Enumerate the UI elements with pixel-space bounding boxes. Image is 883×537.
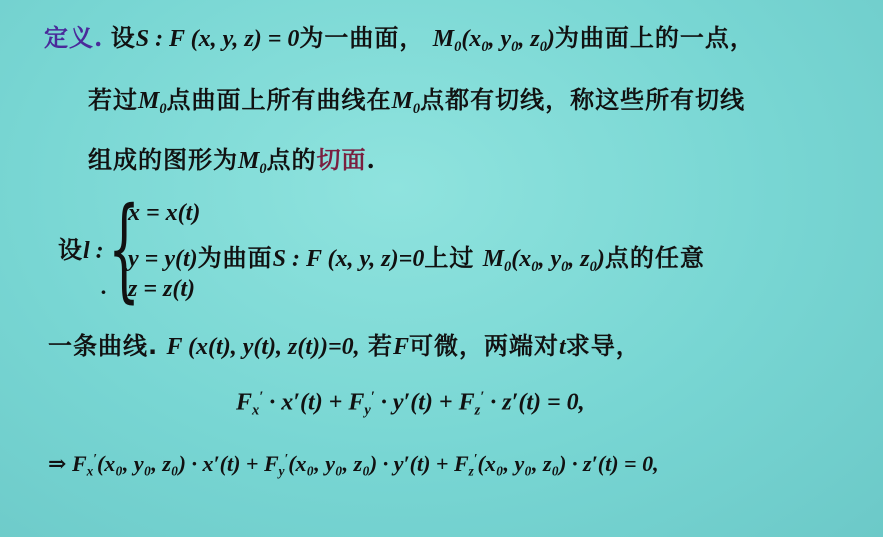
subscript: 0 <box>589 259 597 276</box>
math-symbol: ) <box>546 26 555 52</box>
left-brace: { <box>108 184 141 314</box>
math-symbol: F <box>393 334 410 360</box>
point-m0 <box>432 26 555 56</box>
text-segment: 点曲面上所有曲线在 <box>166 86 392 114</box>
superscript: ′ <box>473 451 478 466</box>
subscript: y <box>278 463 285 479</box>
superscript: ′ <box>370 389 375 405</box>
decorative-dot: · <box>100 280 107 304</box>
math-symbol: · y′(t) + <box>377 450 454 476</box>
math-symbol: t <box>559 334 566 360</box>
subscript: 0 <box>531 259 539 276</box>
superscript: ′ <box>93 451 97 466</box>
text-segment: 点的 <box>266 146 317 174</box>
point-coordinates: (x₀, y₀, z₀) <box>477 450 567 476</box>
subscript: 0 <box>159 101 167 118</box>
param-z: z = z(t) <box>128 276 196 302</box>
math-symbol: , y <box>488 26 512 52</box>
subscript: x <box>86 463 94 479</box>
math-symbol: F <box>458 389 475 416</box>
math-symbol: , z <box>568 246 590 272</box>
math-symbol: , y <box>538 246 562 272</box>
text-segment: 设 <box>110 24 136 52</box>
surface-equation: S : F (x, y, z) = 0 <box>135 26 300 52</box>
math-symbol: · x′(t) + <box>263 389 349 416</box>
definition-label: 定义 <box>44 24 94 52</box>
curve-prefix <box>58 238 104 263</box>
text-segment: . <box>366 145 375 174</box>
math-symbol: · x′(t) + <box>185 450 264 476</box>
math-symbol: F <box>71 450 87 476</box>
surface-equation: S : F (x, y, z)=0 <box>272 246 425 272</box>
subscript: 0 <box>561 259 569 276</box>
differentiation-line <box>48 334 641 359</box>
curve-name: l : <box>83 238 104 264</box>
math-symbol: (x <box>511 246 532 272</box>
math-symbol: F <box>263 450 279 476</box>
math-symbol: M <box>238 148 260 174</box>
superscript: ′ <box>259 389 264 405</box>
text-segment: 若 <box>368 332 394 360</box>
math-symbol: (x <box>461 26 482 52</box>
subscript: 0 <box>259 161 267 178</box>
param-y: y = y(t) <box>128 246 198 272</box>
subscript: 0 <box>504 259 512 276</box>
superscript: ′ <box>284 451 289 466</box>
math-symbol: M <box>482 246 505 272</box>
definition-line-3 <box>88 145 375 178</box>
text-segment: 设 <box>58 236 83 264</box>
subscript: 0 <box>412 101 421 118</box>
math-symbol: F <box>453 450 469 476</box>
definition-line-2 <box>88 88 745 116</box>
point-coordinates: (x₀, y₀, z₀) <box>288 450 378 476</box>
implies-arrow: ⇒ <box>48 450 67 476</box>
subscript: x <box>252 402 260 419</box>
subscript: z <box>474 402 481 419</box>
math-symbol: M <box>432 26 455 52</box>
math-symbol: · y′(t) + <box>374 389 459 416</box>
text-segment: 若过 <box>88 86 138 114</box>
text-segment: 一条曲线. <box>48 332 159 360</box>
subscript: 0 <box>539 39 547 56</box>
definition-line-1 <box>44 23 755 56</box>
math-symbol: · z′(t) = 0, <box>484 389 585 416</box>
evaluated-equation <box>48 452 659 478</box>
math-symbol: , z <box>518 26 540 52</box>
text-segment: 组成的图形为 <box>88 146 238 174</box>
composite-equation: F (x(t), y(t), z(t))=0, <box>166 334 360 360</box>
text-segment: 点都有切线，称这些所有切线 <box>420 86 746 114</box>
text-segment: 上过 <box>424 244 475 272</box>
text-segment: 可微，两端对 <box>409 332 560 360</box>
subscript: 0 <box>454 39 462 56</box>
subscript: y <box>364 402 371 419</box>
subscript: z <box>468 463 474 479</box>
math-symbol: M <box>391 88 413 114</box>
math-symbol: F <box>348 389 365 416</box>
text-segment: 为一曲面， <box>299 24 425 52</box>
text-segment: 求导， <box>565 332 641 360</box>
superscript: ′ <box>480 389 485 405</box>
math-symbol: ) <box>596 246 605 272</box>
tangent-plane-term: 切面 <box>316 146 367 174</box>
chain-rule-equation <box>236 390 585 418</box>
math-symbol: F <box>236 389 253 416</box>
math-symbol: · z′(t) = 0, <box>566 450 659 476</box>
subscript: 0 <box>511 39 519 56</box>
text-segment: 点的任意 <box>604 244 705 272</box>
math-symbol: M <box>138 88 160 114</box>
point-coordinates: (x₀, y₀, z₀) <box>96 450 186 476</box>
text-segment: 为曲面上的一点， <box>554 24 755 52</box>
param-x: x = x(t) <box>128 200 201 226</box>
text-segment: 为曲面 <box>197 244 273 272</box>
point-m0 <box>482 246 605 276</box>
subscript: 0 <box>481 39 489 56</box>
definition-sep: . <box>94 23 103 52</box>
param-y-row <box>128 238 705 276</box>
